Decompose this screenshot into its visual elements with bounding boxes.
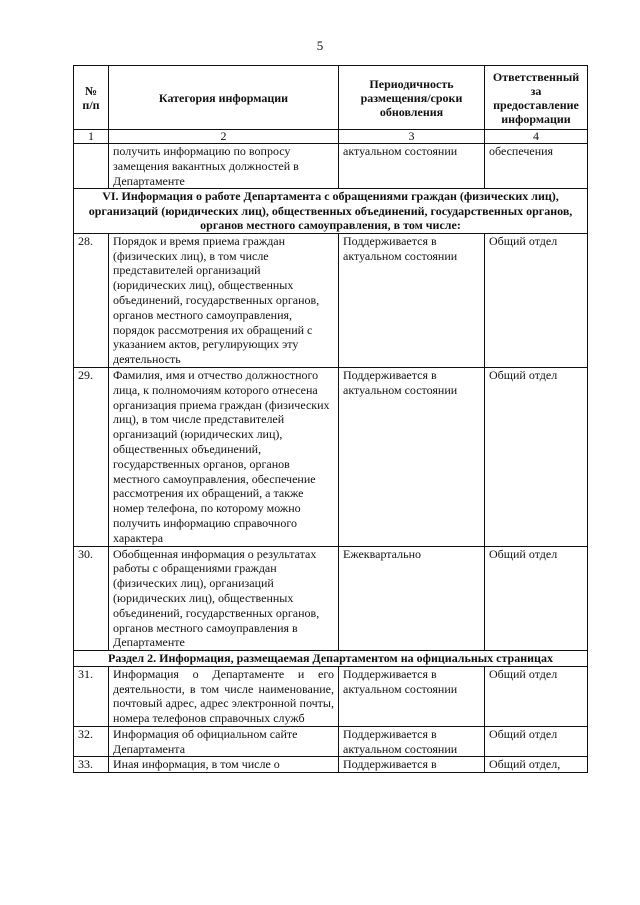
table-row <box>74 233 588 367</box>
section-heading-2: Раздел 2. Информация, размещаемая Департаментом на официальных страницах <box>74 651 588 667</box>
table-row <box>74 726 588 757</box>
column-numbers-row <box>74 130 588 144</box>
row-category: получить информацию по вопросу замещения вакантных должностей в Департаменте <box>109 144 339 189</box>
header-responsible: Ответственный за предоставление информации <box>485 66 588 130</box>
row-num: 29. <box>74 368 109 547</box>
information-table <box>73 65 588 773</box>
row-period: Поддерживается в актуальном состоянии <box>339 368 485 547</box>
section-row <box>74 189 588 234</box>
column-number: 1 <box>74 130 109 144</box>
header-num-line1: № <box>84 83 98 98</box>
row-responsible: Общий отдел <box>485 368 588 547</box>
table-row <box>74 368 588 547</box>
row-period: Поддерживается в <box>339 757 485 773</box>
row-num <box>74 144 109 189</box>
section-row <box>74 651 588 667</box>
row-period: Поддерживается в актуальном состоянии <box>339 233 485 367</box>
row-num: 33. <box>74 757 109 773</box>
row-category: Информация об официальном сайте Департамента <box>109 726 339 757</box>
table-header-row <box>74 66 588 130</box>
row-period: Поддерживается в актуальном состоянии <box>339 666 485 726</box>
row-category: Информация о Департаменте и его деятельности, в том числе наименование, почтовый адрес, адрес электронной почты, номера телефонов справочных служб <box>109 666 339 726</box>
section-heading-6: VI. Информация о работе Департамента с обращениями граждан (физических лиц), организаций (юридических лиц), общественных объединений, государственных органов, органов местного самоуправления, в том числе: <box>74 189 588 234</box>
row-category: Иная информация, в том числе о <box>109 757 339 773</box>
column-number: 3 <box>339 130 485 144</box>
row-category: Фамилия, имя и отчество должностного лица, к полномочиям которого отнесена организация приема граждан (физических лиц), в том числе представителей организаций (юридических лиц), общественных объединений, государственных органов, органов местного самоуправления, обеспечение рассмотрения их обращений, а также номер телефона, по которому можно получить информацию справочного характера <box>109 368 339 547</box>
row-period: Поддерживается в актуальном состоянии <box>339 726 485 757</box>
row-responsible: Общий отдел, <box>485 757 588 773</box>
table-row <box>74 757 588 773</box>
row-period: актуальном состоянии <box>339 144 485 189</box>
table-row <box>74 666 588 726</box>
row-num: 28. <box>74 233 109 367</box>
page-number: 5 <box>316 38 324 53</box>
row-responsible: обеспечения <box>485 144 588 189</box>
column-number: 2 <box>109 130 339 144</box>
row-responsible: Общий отдел <box>485 666 588 726</box>
header-period: Периодичность размещения/сроки обновления <box>339 66 485 130</box>
row-category: Обобщенная информация о результатах работы с обращениями граждан (физических лиц), организаций (юридических лиц), общественных объединений, государственных органов, органов местного самоуправления в Департаменте <box>109 546 339 651</box>
header-category: Категория информации <box>109 66 339 130</box>
row-responsible: Общий отдел <box>485 726 588 757</box>
table-row <box>74 546 588 651</box>
header-num <box>74 66 109 130</box>
row-num: 31. <box>74 666 109 726</box>
table-row <box>74 144 588 189</box>
row-num: 32. <box>74 726 109 757</box>
row-responsible: Общий отдел <box>485 233 588 367</box>
header-num-line2: п/п <box>82 97 100 112</box>
row-category: Порядок и время приема граждан (физических лиц), в том числе представителей организаций (юридических лиц), общественных объединений, государственных органов, органов местного самоуправления, порядок рассмотрения их обращений с указанием актов, регулирующих эту деятельность <box>109 233 339 367</box>
row-period: Ежеквартально <box>339 546 485 651</box>
row-responsible: Общий отдел <box>485 546 588 651</box>
row-num: 30. <box>74 546 109 651</box>
column-number: 4 <box>485 130 588 144</box>
